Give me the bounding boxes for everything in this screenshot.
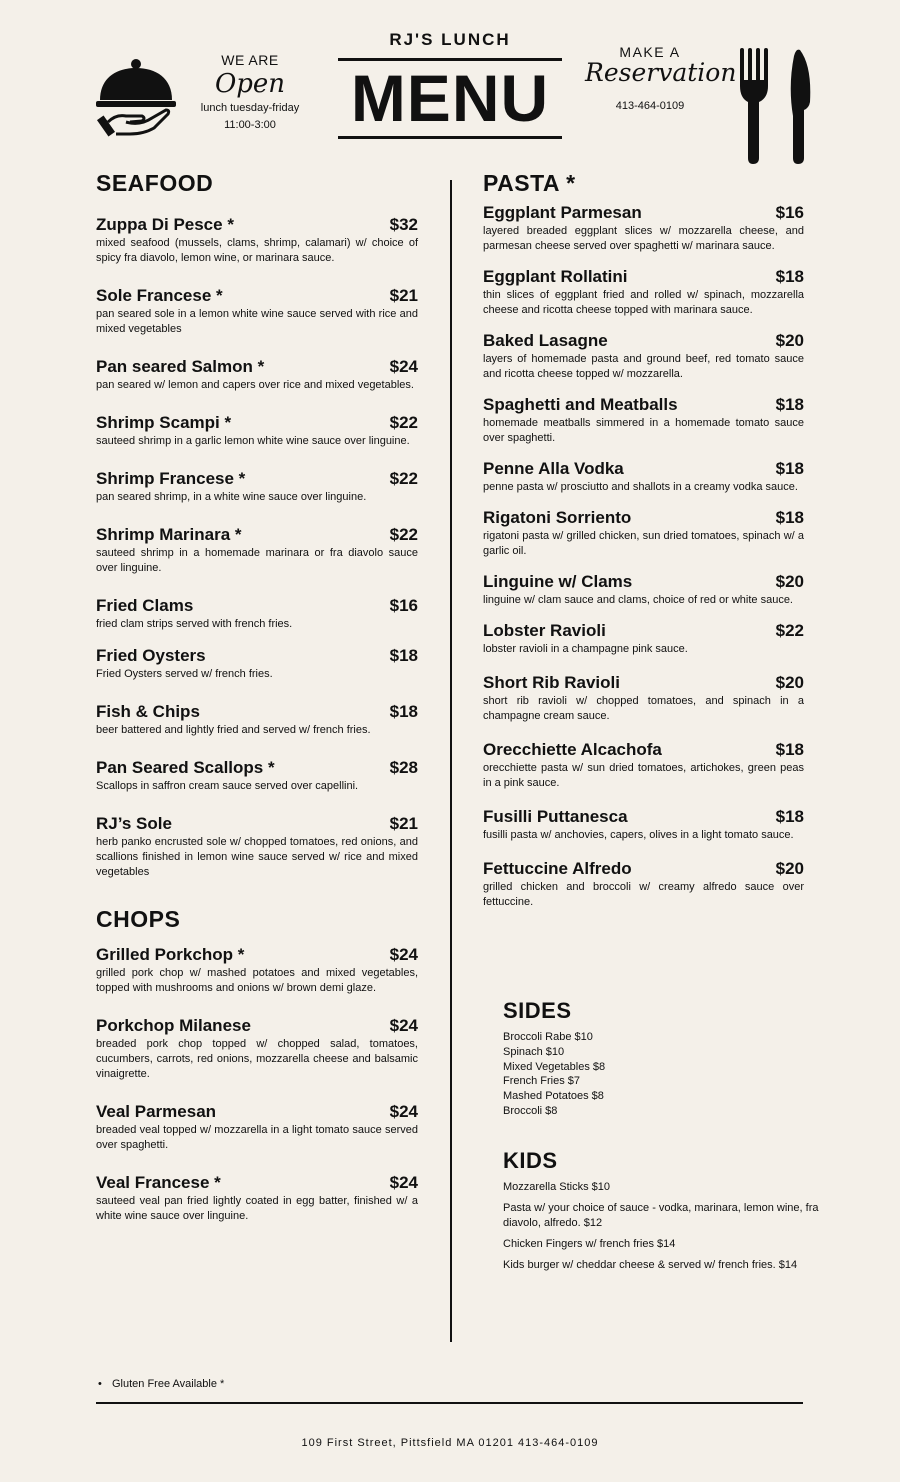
list-item: Mashed Potatoes $8: [503, 1090, 604, 1103]
reservation-block: [585, 44, 737, 112]
item-price: $24: [389, 1016, 418, 1035]
menu-item: [96, 1102, 418, 1153]
item-price: $18: [775, 459, 804, 478]
sides-heading: SIDES: [503, 998, 572, 1023]
menu-item: [96, 215, 418, 266]
menu-item: [483, 331, 804, 382]
menu-item: [483, 673, 804, 724]
item-description: fried clam strips served with french fries.: [96, 618, 293, 630]
item-description: layers of homemade pasta and ground beef, red tomato sauce and ricotta cheese topped w/ mozzarella.: [483, 353, 804, 380]
item-price: $22: [389, 469, 418, 488]
list-item: Chicken Fingers w/ french fries $14: [503, 1238, 676, 1250]
menu-item: [483, 740, 804, 791]
menu-item: [483, 859, 804, 910]
item-description: lobster ravioli in a champagne pink sauce.: [483, 643, 688, 655]
item-name: Fried Oysters: [96, 646, 206, 665]
item-description: linguine w/ clam sauce and clams, choice of red or white sauce.: [483, 594, 793, 606]
menu-item: [96, 357, 418, 393]
item-name: Pan Seared Scallops *: [96, 758, 275, 777]
item-description: layered breaded eggplant slices w/ mozzarella cheese, and parmesan cheese served over spaghetti w/ marinara sauce.: [483, 225, 804, 252]
seafood-heading: SEAFOOD: [96, 170, 214, 196]
menu-item: [96, 596, 418, 632]
item-description: rigatoni pasta w/ grilled chicken, sun dried tomatoes, spinach w/ a garlic oil.: [483, 530, 804, 557]
menu-item: [96, 286, 418, 337]
restaurant-subtitle: RJ'S LUNCH: [389, 30, 511, 49]
item-name: Sole Francese *: [96, 286, 223, 305]
kids-list: [503, 1180, 825, 1273]
item-name: Fish & Chips: [96, 702, 200, 721]
list-item: Broccoli Rabe $10: [503, 1031, 593, 1043]
page-title: MENU: [350, 61, 550, 135]
item-description: pan seared shrimp, in a white wine sauce over linguine.: [96, 491, 367, 503]
menu-item: [96, 814, 418, 880]
item-price: $18: [775, 807, 804, 826]
item-name: Short Rib Ravioli: [483, 673, 620, 692]
item-description: pan seared sole in a lemon white wine sauce served with rice and mixed vegetables: [96, 308, 418, 335]
menu-item: [96, 646, 418, 682]
menu-item: [483, 572, 804, 608]
menu-item: [483, 621, 804, 657]
reservation-script-label: Reservation: [585, 58, 737, 87]
item-name: Baked Lasagne: [483, 331, 608, 350]
item-description: beer battered and lightly fried and served w/ french fries.: [96, 724, 371, 736]
item-name: Veal Francese *: [96, 1173, 221, 1192]
menu-item: [96, 702, 418, 738]
gluten-free-note: • Gluten Free Available *: [112, 1378, 224, 1390]
chops-heading: CHOPS: [96, 906, 181, 932]
item-name: Shrimp Scampi *: [96, 413, 232, 432]
menu-item: [483, 508, 804, 559]
item-price: $18: [775, 740, 804, 759]
item-description: Fried Oysters served w/ french fries.: [96, 668, 273, 680]
item-name: Eggplant Rollatini: [483, 267, 628, 286]
item-price: $24: [389, 1102, 418, 1121]
item-description: fusilli pasta w/ anchovies, capers, olives in a light tomato sauce.: [483, 829, 794, 841]
fork-knife-icon: [738, 46, 812, 166]
footer-address: 109 First Street, Pittsfield MA 01201 413-464-0109: [301, 1437, 599, 1449]
item-price: $28: [389, 758, 418, 777]
item-price: $21: [389, 286, 418, 305]
item-price: $32: [389, 215, 418, 234]
pasta-heading: PASTA *: [483, 170, 576, 196]
menu-item: [96, 945, 418, 996]
item-name: Shrimp Francese *: [96, 469, 246, 488]
item-price: $20: [775, 859, 804, 878]
item-name: Lobster Ravioli: [483, 621, 606, 640]
title-block: [338, 30, 562, 139]
item-name: Fettuccine Alfredo: [483, 859, 632, 878]
item-description: sauteed veal pan fried lightly coated in egg batter, finished w/ a white wine sauce over linguine.: [96, 1195, 418, 1222]
item-price: $18: [775, 508, 804, 527]
kids-heading: KIDS: [503, 1148, 558, 1173]
item-price: $22: [389, 413, 418, 432]
item-name: Zuppa Di Pesce *: [96, 215, 234, 234]
kids-section: [503, 1148, 825, 1279]
item-description: Scallops in saffron cream sauce served over capellini.: [96, 780, 359, 792]
menu-item: [96, 525, 418, 576]
item-description: penne pasta w/ prosciutto and shallots in a creamy vodka sauce.: [483, 481, 798, 493]
item-price: $22: [775, 621, 804, 640]
item-description: breaded veal topped w/ mozzarella in a light tomato sauce served over spaghetti.: [96, 1124, 418, 1151]
make-a-label: MAKE A: [619, 44, 681, 60]
list-item: Spinach $10: [503, 1045, 565, 1058]
item-price: $20: [775, 572, 804, 591]
item-description: herb panko encrusted sole w/ chopped tomatoes, red onions, and scallions finished in lemon wine sauce served w/ rice and mixed vegetables: [96, 836, 418, 878]
we-are-label: WE ARE: [221, 52, 279, 68]
menu-item: [483, 203, 804, 254]
left-column: [96, 170, 418, 1224]
list-item: Kids burger w/ cheddar cheese & served w/ french fries. $14: [503, 1259, 798, 1271]
item-name: Shrimp Marinara *: [96, 525, 242, 544]
sides-list: [503, 1030, 825, 1119]
item-description: sauteed shrimp in a homemade marinara or fra diavolo sauce over linguine.: [96, 547, 418, 574]
open-script-label: Open: [214, 69, 286, 99]
cloche-hand-icon: [96, 56, 178, 140]
item-name: Orecchiette Alcachofa: [483, 740, 662, 759]
item-description: mixed seafood (mussels, clams, shrimp, calamari) w/ choice of spicy fra diavolo, lemon wine, or marinara sauce.: [96, 237, 418, 264]
reservation-phone[interactable]: 413-464-0109: [615, 100, 685, 112]
menu-item: [483, 267, 804, 318]
menu-item: [96, 1016, 418, 1082]
item-description: homemade meatballs simmered in a homemade tomato sauce over spaghetti.: [483, 417, 804, 444]
item-name: Porkchop Milanese: [96, 1016, 251, 1035]
item-name: RJ’s Sole: [96, 814, 172, 833]
lunch-days: lunch tuesday-friday: [200, 102, 300, 114]
menu-item: [483, 459, 804, 495]
sides-section: [503, 998, 825, 1119]
item-price: $22: [389, 525, 418, 544]
item-name: Rigatoni Sorriento: [483, 508, 632, 527]
footer-rule: [96, 1402, 803, 1404]
list-item: French Fries $7: [503, 1075, 581, 1088]
item-name: Penne Alla Vodka: [483, 459, 624, 478]
item-name: Linguine w/ Clams: [483, 572, 633, 591]
item-name: Fried Clams: [96, 596, 194, 615]
item-name: Pan seared Salmon *: [96, 357, 265, 376]
item-name: Fusilli Puttanesca: [483, 807, 628, 826]
item-price: $21: [389, 814, 418, 833]
menu-item: [96, 413, 418, 449]
lunch-time: 11:00-3:00: [224, 119, 276, 131]
list-item: Mozzarella Sticks $10: [503, 1181, 610, 1193]
item-name: Spaghetti and Meatballs: [483, 395, 678, 414]
list-item: Pasta w/ your choice of sauce - vodka, marinara, lemon wine, fra diavolo, alfredo. $12: [503, 1202, 819, 1229]
item-name: Veal Parmesan: [96, 1102, 217, 1121]
menu-item: [483, 395, 804, 446]
item-description: sauteed shrimp in a garlic lemon white wine sauce over linguine.: [96, 435, 410, 447]
item-price: $16: [389, 596, 418, 615]
item-price: $18: [389, 646, 418, 665]
item-name: Grilled Porkchop *: [96, 945, 245, 964]
right-column: [483, 170, 804, 910]
item-description: breaded pork chop topped w/ chopped salad, tomatoes, cucumbers, carrots, red onions, mozzarella cheese and balsamic vinaigrette.: [96, 1038, 418, 1080]
menu-item: [483, 807, 804, 843]
item-price: $20: [775, 673, 804, 692]
menu-item: [96, 469, 418, 505]
item-name: Eggplant Parmesan: [483, 203, 642, 222]
menu-item: [96, 758, 418, 794]
title-rule-bottom: [338, 136, 562, 139]
item-description: orecchiette pasta w/ sun dried tomatoes, artichokes, green peas in a pink sauce.: [483, 762, 804, 789]
column-divider: [450, 180, 452, 1342]
item-price: $20: [775, 331, 804, 350]
item-price: $18: [775, 395, 804, 414]
item-price: $16: [775, 203, 804, 222]
item-description: thin slices of eggplant fried and rolled w/ spinach, mozzarella cheese and ricotta cheese topped with marinara sauce.: [483, 289, 804, 316]
item-description: pan seared w/ lemon and capers over rice and mixed vegetables.: [96, 379, 414, 391]
list-item: Mixed Vegetables $8: [503, 1060, 606, 1073]
item-price: $18: [389, 702, 418, 721]
list-item: Broccoli $8: [503, 1104, 558, 1117]
item-description: short rib ravioli w/ chopped tomatoes, and spinach in a champagne cream sauce.: [483, 695, 804, 722]
open-hours-block: [190, 52, 310, 133]
item-description: grilled chicken and broccoli w/ creamy alfredo sauce over fettuccine.: [483, 881, 804, 908]
menu-item: [96, 1173, 418, 1224]
item-price: $24: [389, 357, 418, 376]
item-price: $24: [389, 945, 418, 964]
item-price: $24: [389, 1173, 418, 1192]
item-price: $18: [775, 267, 804, 286]
item-description: grilled pork chop w/ mashed potatoes and mixed vegetables, topped with mushrooms and onions w/ brown demi glaze.: [96, 967, 418, 994]
